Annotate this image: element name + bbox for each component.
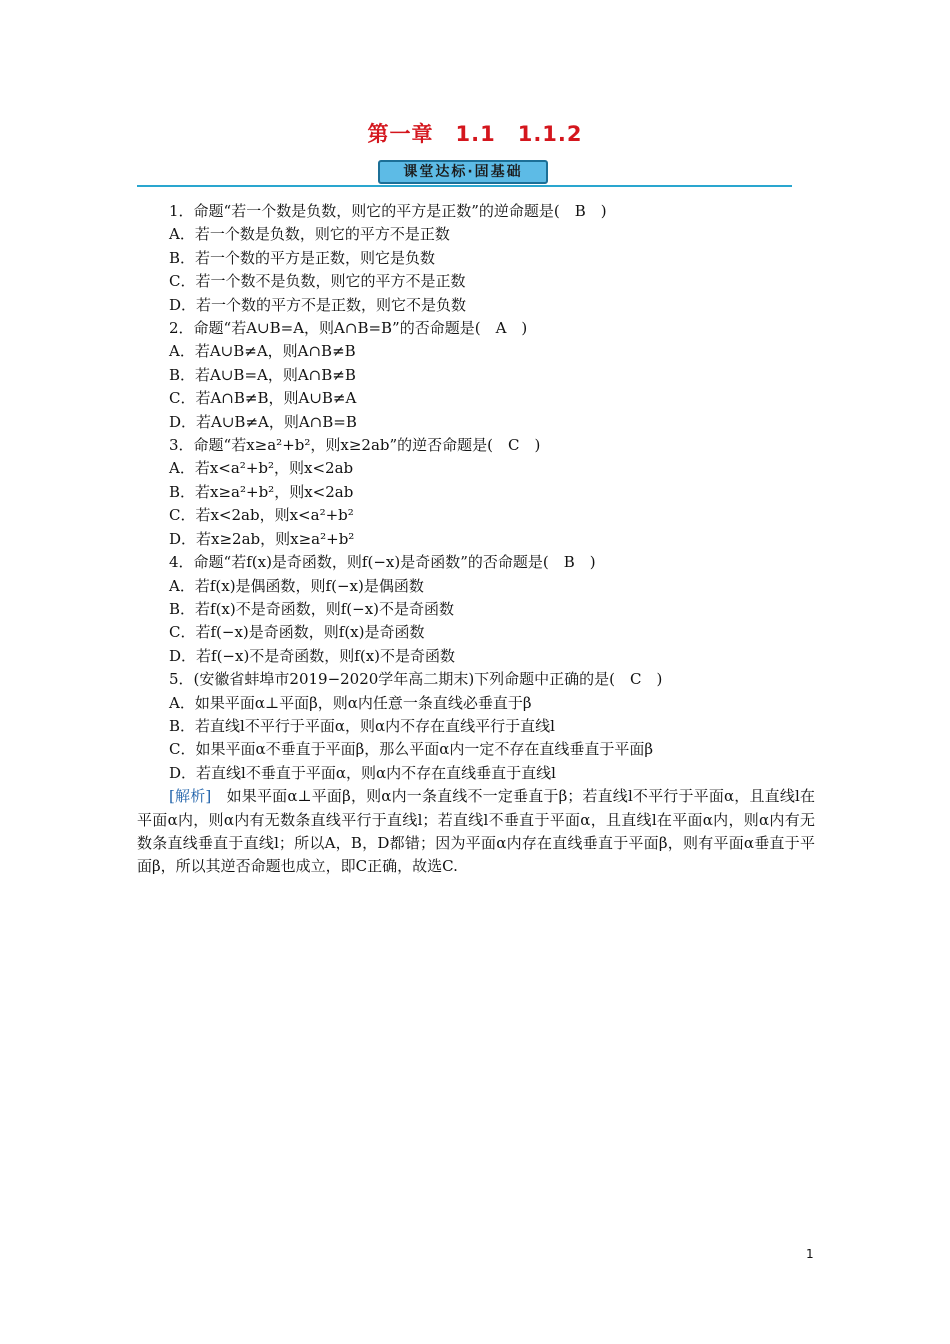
question-list <box>137 200 815 879</box>
option-b: B．若直线l不平行于平面α，则α内不存在直线平行于直线l <box>169 716 555 735</box>
question-4 <box>137 551 815 668</box>
option-d: D．若一个数的平方不是正数，则它不是负数 <box>169 295 467 314</box>
option-b: B．若x≥a²+b²，则x<2ab <box>169 482 354 501</box>
option-c: C．若一个数不是负数，则它的平方不是正数 <box>169 272 466 291</box>
option-b: B．若A∪B=A，则A∩B≠B <box>169 365 356 384</box>
option-b: B．若一个数的平方是正数，则它是负数 <box>169 248 436 267</box>
option-c: C．如果平面α不垂直于平面β，那么平面α内一定不存在直线垂直于平面β <box>169 740 654 759</box>
question-stem: 1．命题“若一个数是负数，则它的平方是正数”的逆命题是( B ) <box>169 202 607 220</box>
option-d: D．若f(−x)不是奇函数，则f(x)不是奇函数 <box>169 646 456 665</box>
option-a: A．若一个数是负数，则它的平方不是正数 <box>169 225 450 244</box>
explanation-tag: [解析] <box>169 787 212 806</box>
explanation <box>137 785 815 879</box>
option-a: A．若A∪B≠A，则A∩B≠B <box>169 342 356 361</box>
option-c: C．若x<2ab，则x<a²+b² <box>169 506 354 525</box>
page-title: 第一章 1.1 1.1.2 <box>367 122 583 146</box>
question-stem: 4．命题“若f(x)是奇函数，则f(−x)是奇函数”的否命题是( B ) <box>169 553 596 572</box>
option-a: A．若f(x)是偶函数，则f(−x)是偶函数 <box>169 576 424 595</box>
option-c: C．若f(−x)是奇函数，则f(x)是奇函数 <box>169 623 425 642</box>
option-a: A．如果平面α⊥平面β，则α内任意一条直线必垂直于β <box>169 693 532 712</box>
explanation-text: 如果平面α⊥平面β，则α内一条直线不一定垂直于β；若直线l不平行于平面α，且直线l在平面α内，则α内有无数条直线平行于直线l；若直线l不垂直于平面α，且直线l在平面α内，则α内有无数条直线垂直于直线l；所以A，B，D都错；因为平面α内存在直线垂直于平面β，则有平面α垂直于平面β，所以其逆否命题也成立，即C正确，故选C. <box>137 787 815 876</box>
question-5 <box>137 668 815 785</box>
header-divider <box>137 185 792 187</box>
section-banner: 课堂达标·固基础 <box>378 160 548 184</box>
option-a: A．若x<a²+b²，则x<2ab <box>169 459 354 478</box>
question-3 <box>137 434 815 551</box>
option-d: D．若x≥2ab，则x≥a²+b² <box>169 529 355 548</box>
option-c: C．若A∩B≠B，则A∪B≠A <box>169 389 357 408</box>
question-1 <box>137 200 815 317</box>
option-d: D．若直线l不垂直于平面α，则α内不存在直线垂直于直线l <box>169 763 556 782</box>
question-stem: 2．命题“若A∪B=A，则A∩B=B”的否命题是( A ) <box>169 319 528 338</box>
option-d: D．若A∪B≠A，则A∩B=B <box>169 412 357 431</box>
option-b: B．若f(x)不是奇函数，则f(−x)不是奇函数 <box>169 599 455 618</box>
page-number: 1 <box>806 1247 814 1261</box>
question-stem: 3．命题“若x≥a²+b²，则x≥2ab”的逆否命题是( C ) <box>169 436 541 455</box>
question-stem: 5．(安徽省蚌埠市2019−2020学年高二期末)下列命题中正确的是( C ) <box>169 670 663 689</box>
question-2 <box>137 317 815 434</box>
